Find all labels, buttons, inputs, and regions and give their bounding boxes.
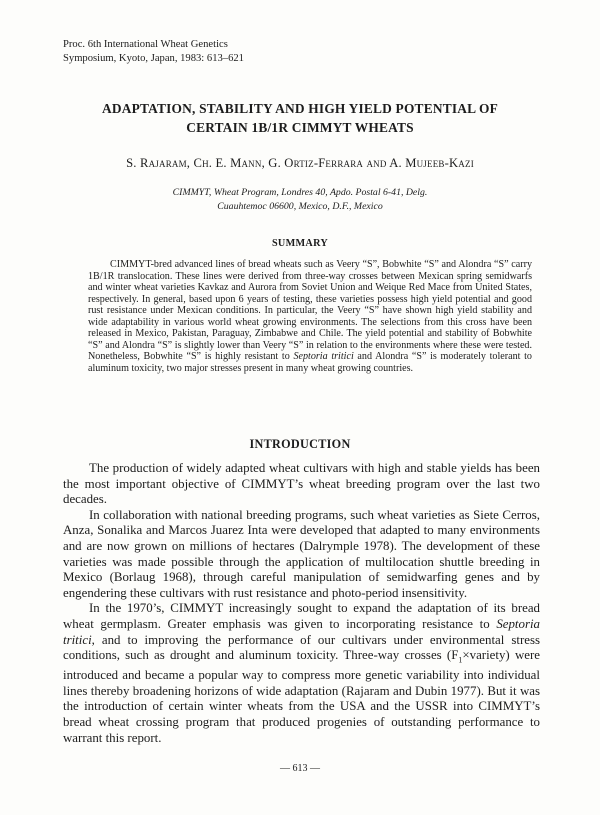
paper-title: [60, 99, 540, 137]
intro-paragraph-2: In collaboration with national breeding programs, such wheat varieties as Siete Cerros, Anza, Sonalika and Marcos Juarez Inta were developed that adapted to many environments and are now grown on millions of hectares (Dalrymple 1978). The development of these varieties was made possible through the application of multilocation shuttle breeding in Mexico (Borlaug 1968), through careful manipulation of semidwarfing genes and by engendering these cultivars with rust resistance and photo-period insensitivity.: [63, 507, 540, 600]
introduction-body: [63, 461, 540, 746]
intro-p3-text-1: In the 1970’s, CIMMYT increasingly sought to expand the adaptation of its bread wheat germplasm. Greater emphasis was given to incorporating resistance to: [63, 601, 540, 631]
introduction-heading: INTRODUCTION: [249, 437, 351, 451]
summary-paragraph: [88, 259, 532, 374]
intro-p3-text-2: , and to improving the performance of our cultivars under environmental stress conditions, such as drought and aluminum toxicity. Three-way crosses (F: [63, 632, 540, 663]
title-line-2: CERTAIN 1B/1R CIMMYT WHEATS: [186, 120, 414, 135]
author-list: S. Rajaram, Ch. E. Mann, G. Ortiz-Ferrara and A. Mujeeb-Kazi: [126, 156, 474, 170]
summary-heading: SUMMARY: [271, 238, 329, 249]
affiliation-line-2: Cuauhtemoc 06600, Mexico, D.F., Mexico: [217, 201, 383, 212]
proceedings-line-2: Symposium, Kyoto, Japan, 1983: 613–621: [63, 53, 244, 64]
summary-body: [88, 259, 532, 374]
intro-paragraph-3: [63, 601, 540, 746]
intro-p3-subscript: 1: [458, 655, 463, 665]
summary-species-italic: Septoria tritici: [293, 351, 354, 362]
affiliation-line-1: CIMMYT, Wheat Program, Londres 40, Apdo. Postal 6-41, Delg.: [172, 187, 428, 198]
summary-text-1: CIMMYT-bred advanced lines of bread wheats such as Veery “S”, Bobwhite “S” and Alondra “S” carry 1B/1R translocation. These lines were derived from three-way crosses between Mexican spring semidwarfs and winter wheat varieties Kavkaz and Aurora from Soviet Union and Weique Red Mace from United States, respectively. In general, based upon 6 years of testing, these varieties possess high yield potential and good rust resistance under Mexican conditions. In particular, the Veery “S” have shown high yield stability and wide adaptability in various world wheat growing environments. The selections from this cross have been released in Mexico, Pakistan, Paraguay, Zimbabwe and Chile. The yield potential and stability of Bobwhite “S” and Alondra “S” is slightly lower than Veery “S” in relation to the environments where these were tested. Nonetheless, Bobwhite “S” is highly resistant to: [88, 259, 532, 362]
intro-paragraph-1: The production of widely adapted wheat cultivars with high and stable yields has been the most important objective of CIMMYT’s wheat breeding program over the last two decades.: [63, 461, 540, 507]
affiliation: [100, 186, 500, 214]
intro-p3-text-3: ×variety) were introduced and became a popular way to compress more genetic variability into individual lines thereby broadening horizons of wide adaptation (Rajaram and Dubin 1977). But it was the introduction of certain winter wheats from the USA and the USSR into CIMMYT’s bread wheat crossing program that produced progenies of outstanding performance to warrant this report.: [63, 648, 540, 745]
intro-p3-species-italic: Septoria tritici: [63, 616, 540, 647]
title-line-1: ADAPTATION, STABILITY AND HIGH YIELD POTENTIAL OF: [101, 101, 499, 116]
proceedings-citation: [63, 38, 363, 66]
page-number: — 613 —: [280, 763, 320, 774]
proceedings-line-1: Proc. 6th International Wheat Genetics: [63, 39, 228, 50]
summary-text-2: and Alondra “S” is moderately tolerant to aluminum toxicity, two major stresses present in many wheat growing countries.: [88, 351, 532, 374]
